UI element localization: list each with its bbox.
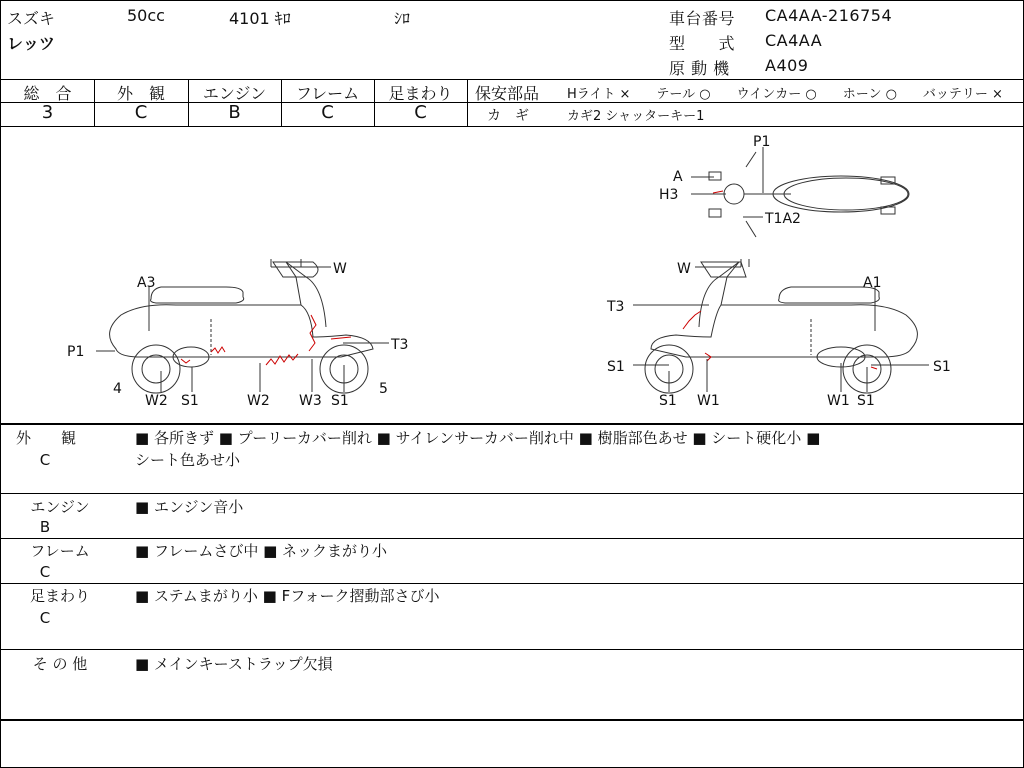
top-labels [659,134,801,227]
label-top-a: A [673,169,683,185]
grade-label-engine: エンジン [202,84,267,103]
label-top-h3: H3 [659,187,679,203]
label-w2a: W2 [145,393,168,409]
section-text-other: ■ メインキーストラップ欠損 [135,655,333,673]
frame-no: CA4AA-216754 [765,6,893,25]
key-label: カ ギ [487,108,529,124]
section-name-suspension: 足まわり [29,587,90,605]
label-r-s1c: S1 [659,393,677,409]
right-leaders [633,267,929,392]
section-grade-suspension: C [39,609,51,627]
label-top-p1: P1 [753,134,771,150]
label-r-s1b: S1 [933,359,951,375]
safety-items: Hライト × テール ○ ウインカー ○ ホーン ○ バッテリー × [567,87,1003,102]
grade-label-frame: フレーム [295,84,360,103]
section-text-engine: ■ エンジン音小 [135,498,244,516]
section-grade-exterior: C [39,451,51,469]
model-name: レッツ [7,34,55,53]
label-r-w1a: W1 [697,393,720,409]
section-text-exterior-1: ■ 各所きず ■ プーリーカバー削れ ■ サイレンサーカバー削れ中 ■ 樹脂部色あせ ■ シート硬化小 ■ [135,429,821,447]
key-info: カギ2 シャッターキー1 [567,109,705,124]
grade-value-frame: C [321,102,334,123]
type-value: CA4AA [765,31,823,50]
label-t3: T3 [391,337,409,353]
section-grade-frame: C [39,563,51,581]
type-label: 型 式 [669,34,736,53]
label-top-t1a2: T1A2 [765,211,801,227]
right-labels [606,261,951,409]
label-r-w: W [677,261,691,277]
label-w3: W3 [299,393,322,409]
engine-value: A409 [765,56,809,75]
section-name-frame: フレーム [30,542,90,560]
label-r-w1b: W1 [827,393,850,409]
label-w2b: W2 [247,393,270,409]
divider [1,79,1023,80]
label-s1b: S1 [331,393,349,409]
top-view-scooter [701,152,909,237]
right-damage-marks [683,311,877,369]
section-name-exterior: 外 観 [15,429,76,447]
top-damage-marks [713,191,723,193]
label-a3: A3 [137,275,156,291]
left-labels [67,261,408,409]
grade-value-exterior: C [134,102,148,123]
grade-label-exterior: 外 観 [116,84,165,103]
label-num4: 4 [113,381,122,397]
damage-diagram [1,127,1023,424]
grade-value-overall: 3 [41,102,54,123]
section-text-frame: ■ フレームさび中 ■ ネックまがり小 [135,542,388,560]
grade-label-suspension: 足まわり [388,84,453,103]
maker: スズキ [7,9,56,28]
displacement: 50cc [127,6,165,25]
label-r-s1a: S1 [607,359,625,375]
mileage: 4101 ｷﾛ [229,9,291,28]
grade-value-engine: B [228,102,241,123]
color: ｼﾛ [394,9,411,28]
label-s1a: S1 [181,393,199,409]
label-r-t3: T3 [607,299,625,315]
label-w-top: W [333,261,347,277]
section-name-other: そ の 他 [32,655,88,673]
safety-label: 保安部品 [475,84,540,103]
label-p1: P1 [67,344,85,360]
label-r-a1: A1 [863,275,882,291]
grade-label-overall: 総 合 [23,84,72,103]
section-name-engine: エンジン [30,498,90,516]
section-text-suspension: ■ ステムまがり小 ■ Fフォーク摺動部さび小 [135,587,440,605]
label-r-s1d: S1 [857,393,875,409]
engine-label: 原 動 機 [669,59,730,78]
section-text-exterior-2: シート色あせ小 [135,451,241,469]
section-grade-engine: B [39,518,51,536]
label-num5: 5 [379,381,388,397]
grade-value-suspension: C [414,102,427,123]
frame-no-label: 車台番号 [669,9,736,28]
